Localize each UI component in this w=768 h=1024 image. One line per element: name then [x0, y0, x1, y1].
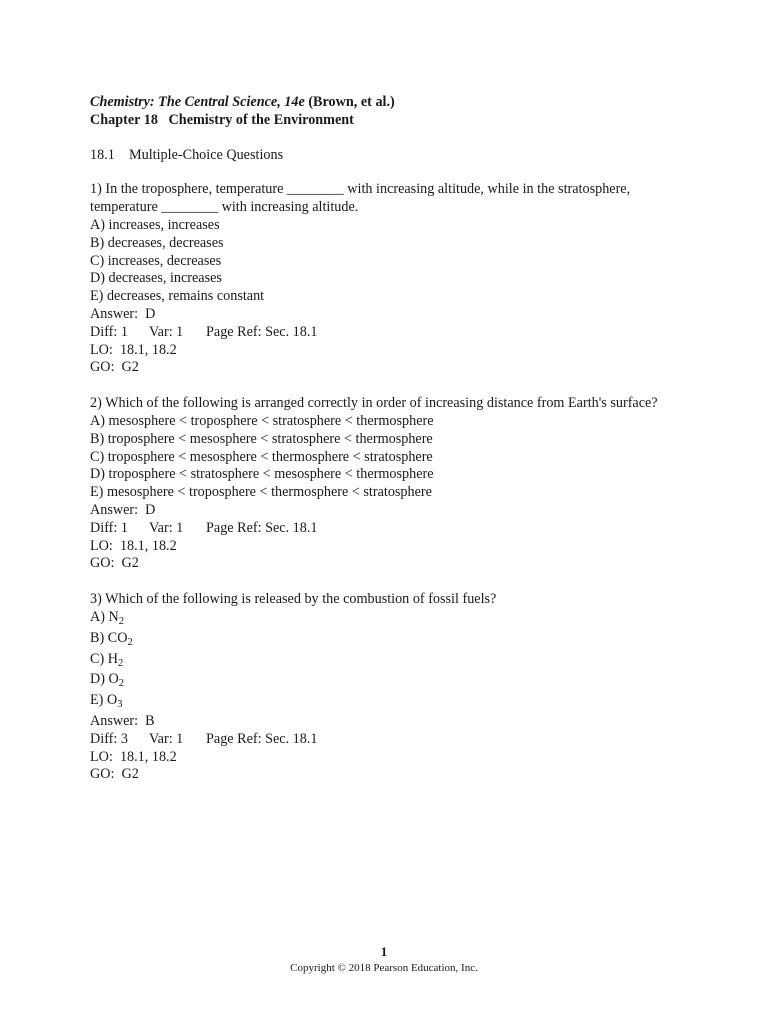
question-stem: 2) Which of the following is arranged correctly in order of increasing distance from Earth's surface?: [90, 395, 658, 412]
question-stem: 3) Which of the following is released by the combustion of fossil fuels?: [90, 591, 497, 608]
page-ref: Page Ref: Sec. 18.1: [206, 730, 318, 747]
global-outcome: GO: G2: [90, 555, 139, 572]
subscript: 2: [117, 657, 124, 669]
option-label: C) H: [90, 650, 118, 667]
global-outcome: GO: G2: [90, 359, 139, 376]
variant: Var: 1: [149, 323, 184, 340]
book-title-line: [90, 94, 690, 112]
option-label: E) O: [90, 692, 118, 709]
option-e: E) decreases, remains constant: [90, 288, 265, 305]
option-e: E) mesosphere < troposphere < thermosphere < stratosphere: [90, 484, 432, 501]
option-label: A) N: [90, 608, 119, 625]
option-b: B) troposphere < mesosphere < stratosphere < thermosphere: [90, 430, 433, 447]
subscript: 2: [118, 678, 125, 690]
page-ref: Page Ref: Sec. 18.1: [206, 323, 318, 340]
option-a: A) increases, increases: [90, 216, 220, 233]
difficulty: Diff: 1: [90, 323, 128, 340]
variant: Var: 1: [149, 519, 184, 536]
difficulty-line: [90, 324, 690, 342]
section-heading: 18.1 Multiple-Choice Questions: [90, 146, 284, 163]
question-3: [90, 591, 690, 784]
question-2: [90, 395, 690, 573]
option-d: [90, 671, 690, 689]
global-outcome: GO: G2: [90, 766, 139, 783]
question-stem: 1) In the troposphere, temperature ________ with increasing altitude, while in the stratosphere, temperature ________ with increasing altitude.: [90, 181, 631, 216]
chapter-heading: Chapter 18 Chemistry of the Environment: [90, 111, 354, 128]
learning-objective: LO: 18.1, 18.2: [90, 537, 177, 554]
question-1: [90, 181, 690, 377]
book-title: Chemistry: The Central Science, 14e: [90, 94, 305, 110]
option-e: [90, 692, 690, 710]
option-c: [90, 651, 690, 669]
option-label: B) CO: [90, 629, 128, 646]
option-d: D) decreases, increases: [90, 270, 222, 287]
difficulty-line: [90, 520, 690, 538]
subscript: 2: [127, 636, 133, 648]
option-b: [90, 630, 690, 648]
difficulty: Diff: 1: [90, 519, 128, 536]
learning-objective: LO: 18.1, 18.2: [90, 748, 177, 765]
answer-line: Answer: B: [90, 712, 155, 729]
option-c: C) troposphere < mesosphere < thermosphere < stratosphere: [90, 448, 433, 465]
answer-line: Answer: D: [90, 305, 156, 322]
document-page: [90, 94, 690, 784]
book-authors: (Brown, et al.): [308, 94, 395, 110]
page-number: 1: [380, 944, 388, 959]
option-d: D) troposphere < stratosphere < mesosphere < thermosphere: [90, 466, 434, 483]
option-a: A) mesosphere < troposphere < stratosphere < thermosphere: [90, 412, 434, 429]
variant: Var: 1: [149, 730, 184, 747]
answer-line: Answer: D: [90, 501, 156, 518]
option-b: B) decreases, decreases: [90, 234, 224, 251]
option-a: [90, 609, 690, 627]
option-c: C) increases, decreases: [90, 252, 222, 269]
page-ref: Page Ref: Sec. 18.1: [206, 519, 318, 536]
copyright-notice: Copyright © 2018 Pearson Education, Inc.: [290, 962, 478, 974]
difficulty-line: [90, 731, 690, 749]
option-label: D) O: [90, 671, 119, 688]
subscript: 3: [117, 699, 123, 711]
subscript: 2: [118, 615, 125, 627]
difficulty: Diff: 3: [90, 730, 128, 747]
learning-objective: LO: 18.1, 18.2: [90, 341, 177, 358]
